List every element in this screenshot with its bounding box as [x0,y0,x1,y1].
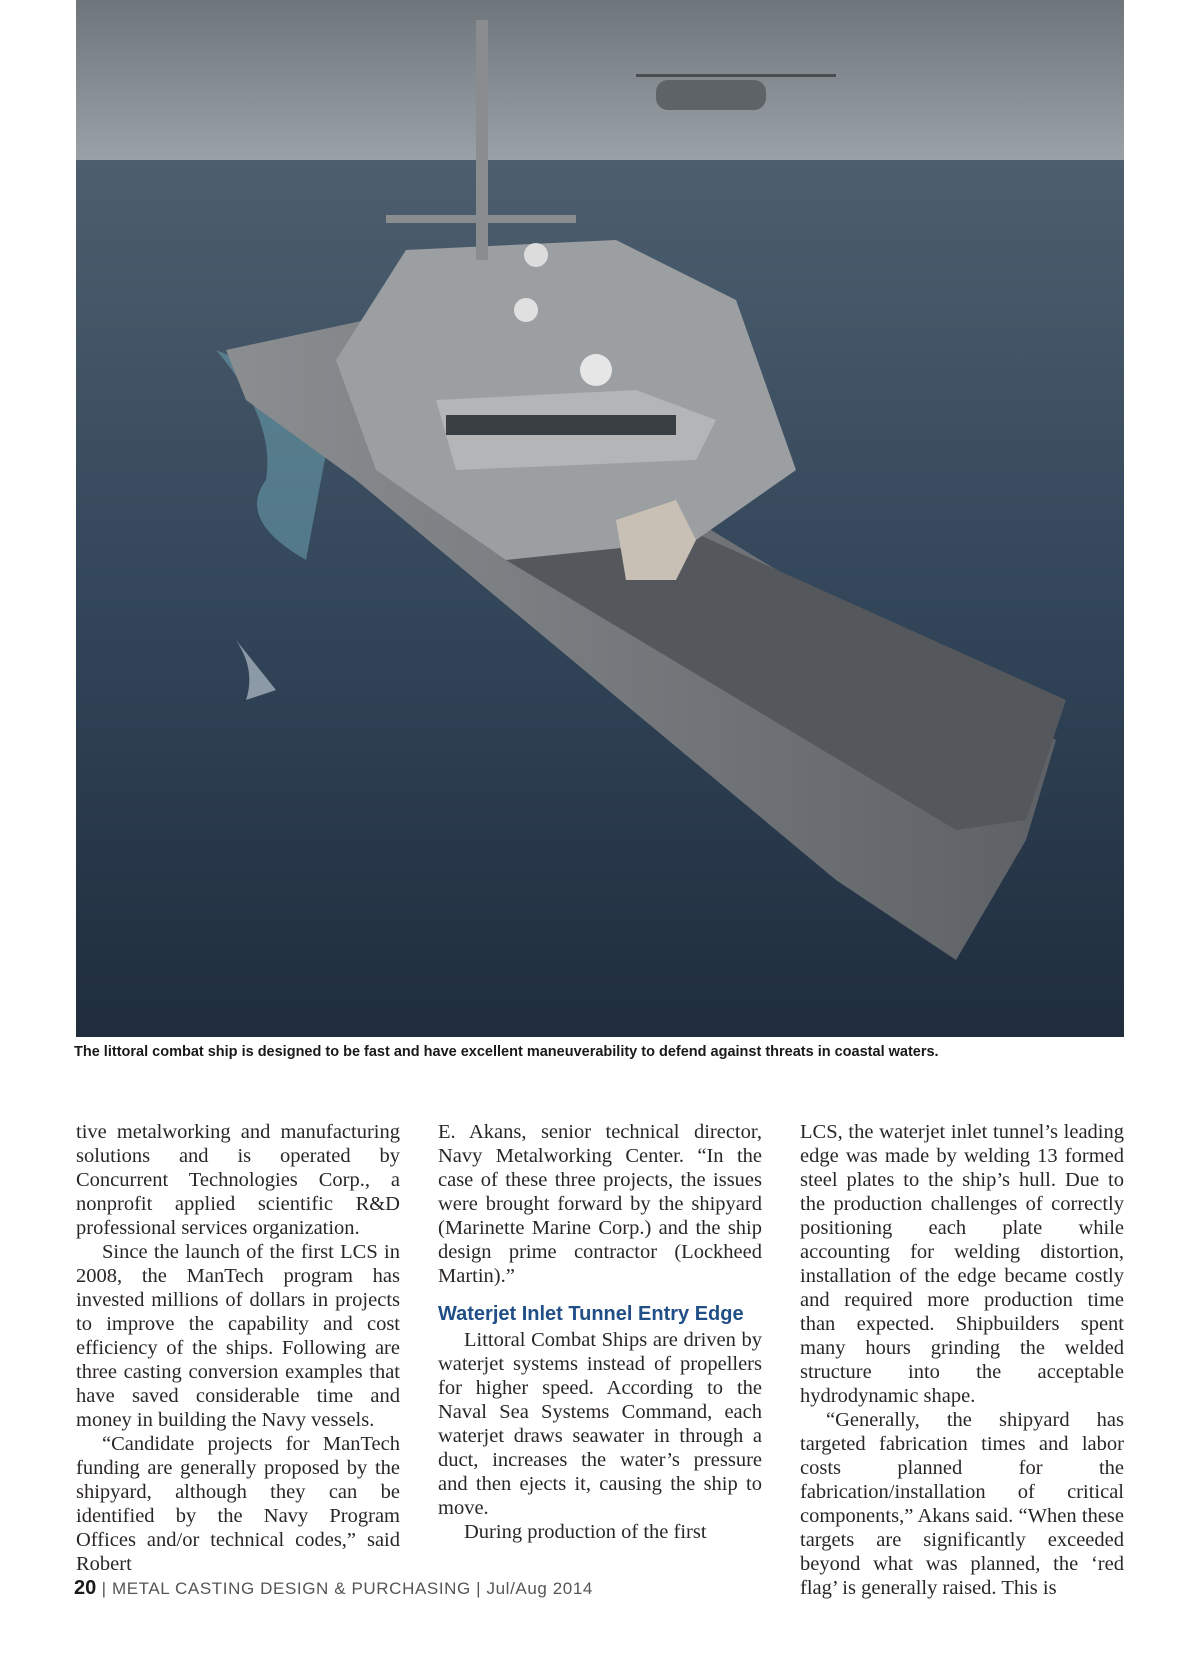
paragraph: LCS, the waterjet inlet tunnel’s leading edge was made by welding 13 formed steel plates to the ship’s hull. Due to the production challenges of correctly positioning each plate while accounting for welding distortion, installation of the edge became costly and required more production time than expected. Shipbuilders spent many hours grinding the welded structure into the acceptable hydrodynamic shape. [800,1121,1124,1407]
mast [476,20,488,260]
issue-date: Jul/Aug 2014 [486,1579,593,1598]
section-heading: Waterjet Inlet Tunnel Entry Edge [438,1303,744,1325]
radome-2 [514,298,538,322]
paragraph: tive metalworking and manufacturing solutions and is operated by Concurrent Technologies Corp., a nonprofit applied scientific R&D professional services organization. [76,1121,400,1239]
ship-photo [76,0,1124,1037]
helicopter-rotor [636,74,836,77]
ship-illustration [76,0,1124,1037]
text-column-3 [800,1120,1124,1600]
footer-separator: | [101,1579,107,1598]
page-footer [74,1577,593,1600]
page-number: 20 [74,1577,97,1599]
publication-name: METAL CASTING DESIGN & PURCHASING [111,1579,471,1598]
photo-caption: The littoral combat ship is designed to be fast and have excellent maneuverability to defend against threats in coastal waters. [74,1044,939,1060]
paragraph: “Candidate projects for ManTech funding are generally proposed by the shipyard, although they can be identified by the Navy Program Offices and/or technical codes,” said Robert [76,1433,400,1575]
sky [76,0,1124,165]
mast-yard [386,215,576,223]
radome-3 [524,243,548,267]
paragraph: Littoral Combat Ships are driven by waterjet systems instead of propellers for higher speed. According to the Naval Sea Systems Command, each waterjet draws seawater in through a duct, increases the water’s pressure and then ejects it, causing the ship to move. [438,1329,762,1519]
paragraph: During production of the first [464,1521,707,1543]
bridge-windows [446,415,676,435]
helicopter-body [656,80,766,110]
radome-1 [580,354,612,386]
footer-separator: | [476,1579,482,1598]
text-column-1 [76,1120,400,1576]
paragraph: “Generally, the shipyard has targeted fabrication times and labor costs planned for the fabrication/installation of critical components,” Akans said. “When these targets are significantly exceeded beyond what was planned, the ‘red flag’ is generally raised. This is [800,1409,1124,1599]
paragraph: Since the launch of the first LCS in 2008, the ManTech program has invested millions of dollars in projects to improve the capability and cost efficiency of the ships. Following are three casting conversion examples that have saved considerable time and money in building the Navy vessels. [76,1241,400,1431]
paragraph: E. Akans, senior technical director, Navy Metalworking Center. “In the case of these three projects, the issues were brought forward by the shipyard (Marinette Marine Corp.) and the ship design prime contractor (Lockheed Martin).” [438,1121,762,1287]
text-column-2 [438,1120,762,1544]
